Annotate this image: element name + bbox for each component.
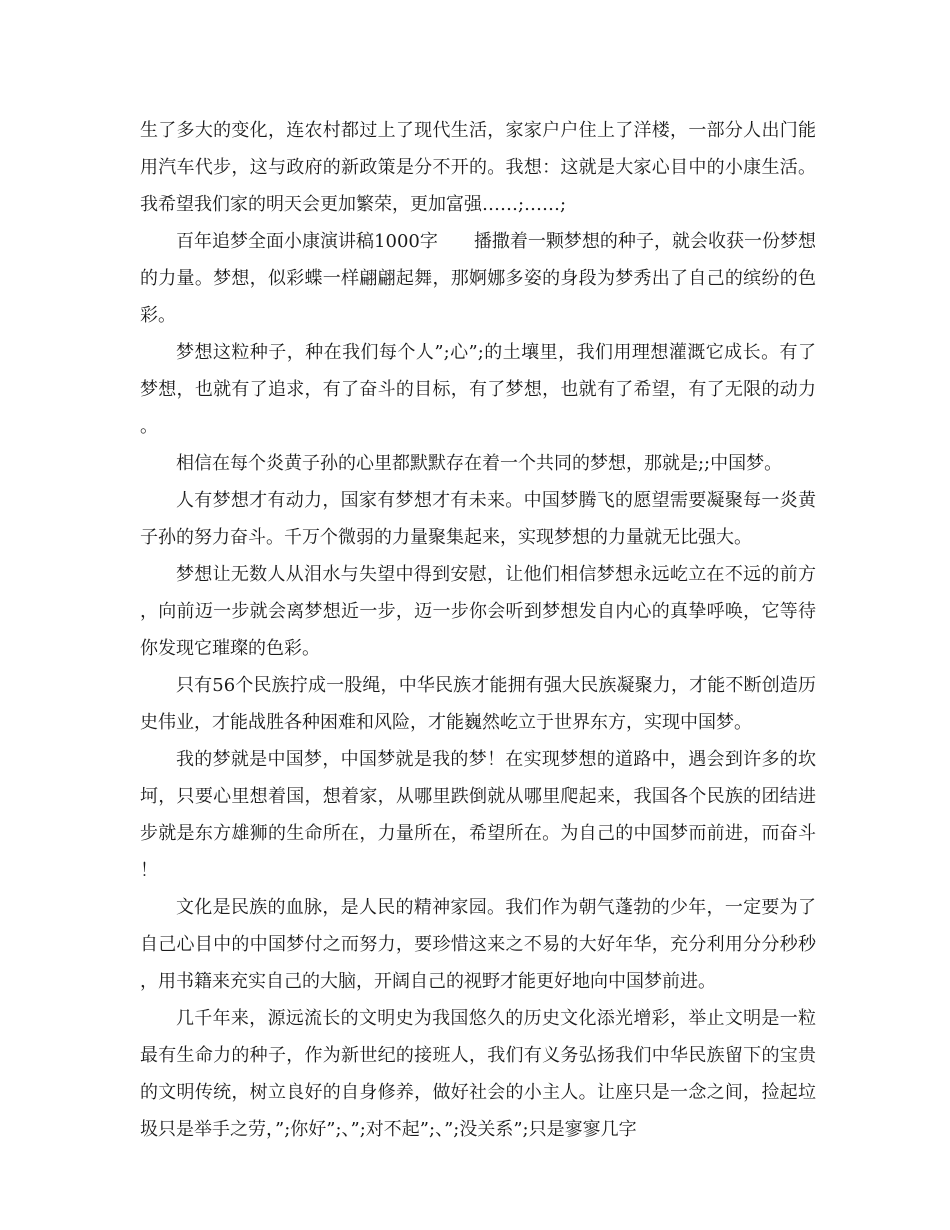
paragraph-8: 我的梦就是中国梦，中国梦就是我的梦！在实现梦想的道路中，遇会到许多的坎坷，只要心里想着国，想着家，从哪里跌倒就从哪里爬起来，我国各个民族的团结进步就是东方雄狮的生命所在，力量所在，希望所在。为自己的中国梦而前进，而奋斗！ (140, 749, 816, 881)
paragraph-10: 几千年来，源远流长的文明史为我国悠久的历史文化添光增彩，举止文明是一粒最有生命力的种子，作为新世纪的接班人，我们有义务弘扬我们中华民族留下的宝贵的文明传统，树立良好的自身修养，做好社会的小主人。让座只是一念之间，捡起垃圾只是举手之劳，”;你好”;、”;对不起”;、”;没关系”;只是寥寥几字 (140, 1008, 816, 1140)
paragraph-9: 文化是民族的血脉，是人民的精神家园。我们作为朝气蓬勃的少年，一定要为了自己心目中的中国梦付之而努力，要珍惜这来之不易的大好年华，充分利用分分秒秒，用书籍来充实自己的大脑，开阔自己的视野才能更好地向中国梦前进。 (140, 897, 816, 992)
paragraph-4: 相信在每个炎黄子孙的心里都默默存在着一个共同的梦想，那就是;;中国梦。 (176, 453, 783, 474)
paragraph-5: 人有梦想才有动力，国家有梦想才有未来。中国梦腾飞的愿望需要凝聚每一炎黄子孙的努力奋斗。千万个微弱的力量聚集起来，实现梦想的力量就无比强大。 (140, 490, 816, 548)
paragraph-7: 只有56个民族拧成一股绳，中华民族才能拥有强大民族凝聚力，才能不断创造历史伟业，才能战胜各种困难和风险，才能巍然屹立于世界东方，实现中国梦。 (140, 675, 816, 733)
paragraph-2: 百年追梦全面小康演讲稿1000字 播撒着一颗梦想的种子，就会收获一份梦想的力量。梦想，似彩蝶一样翩翩起舞，那婀娜多姿的身段为梦秀出了自己的缤纷的色彩。 (140, 231, 816, 326)
paragraph-6: 梦想让无数人从泪水与失望中得到安慰，让他们相信梦想永远屹立在不远的前方，向前迈一步就会离梦想近一步，迈一步你会听到梦想发自内心的真挚呼唤，它等待你发现它璀璨的色彩。 (140, 564, 816, 659)
document-body (140, 112, 816, 1148)
paragraph-3: 梦想这粒种子，种在我们每个人”;心”;的土壤里，我们用理想灌溉它成长。有了梦想，也就有了追求，有了奋斗的目标，有了梦想，也就有了希望，有了无限的动力。 (140, 342, 816, 437)
paragraph-1: 生了多大的变化，连农村都过上了现代生活，家家户户住上了洋楼，一部分人出门能用汽车代步，这与政府的新政策是分不开的。我想：这就是大家心目中的小康生活。我希望我们家的明天会更加繁荣，更加富强……;……; (140, 120, 816, 215)
